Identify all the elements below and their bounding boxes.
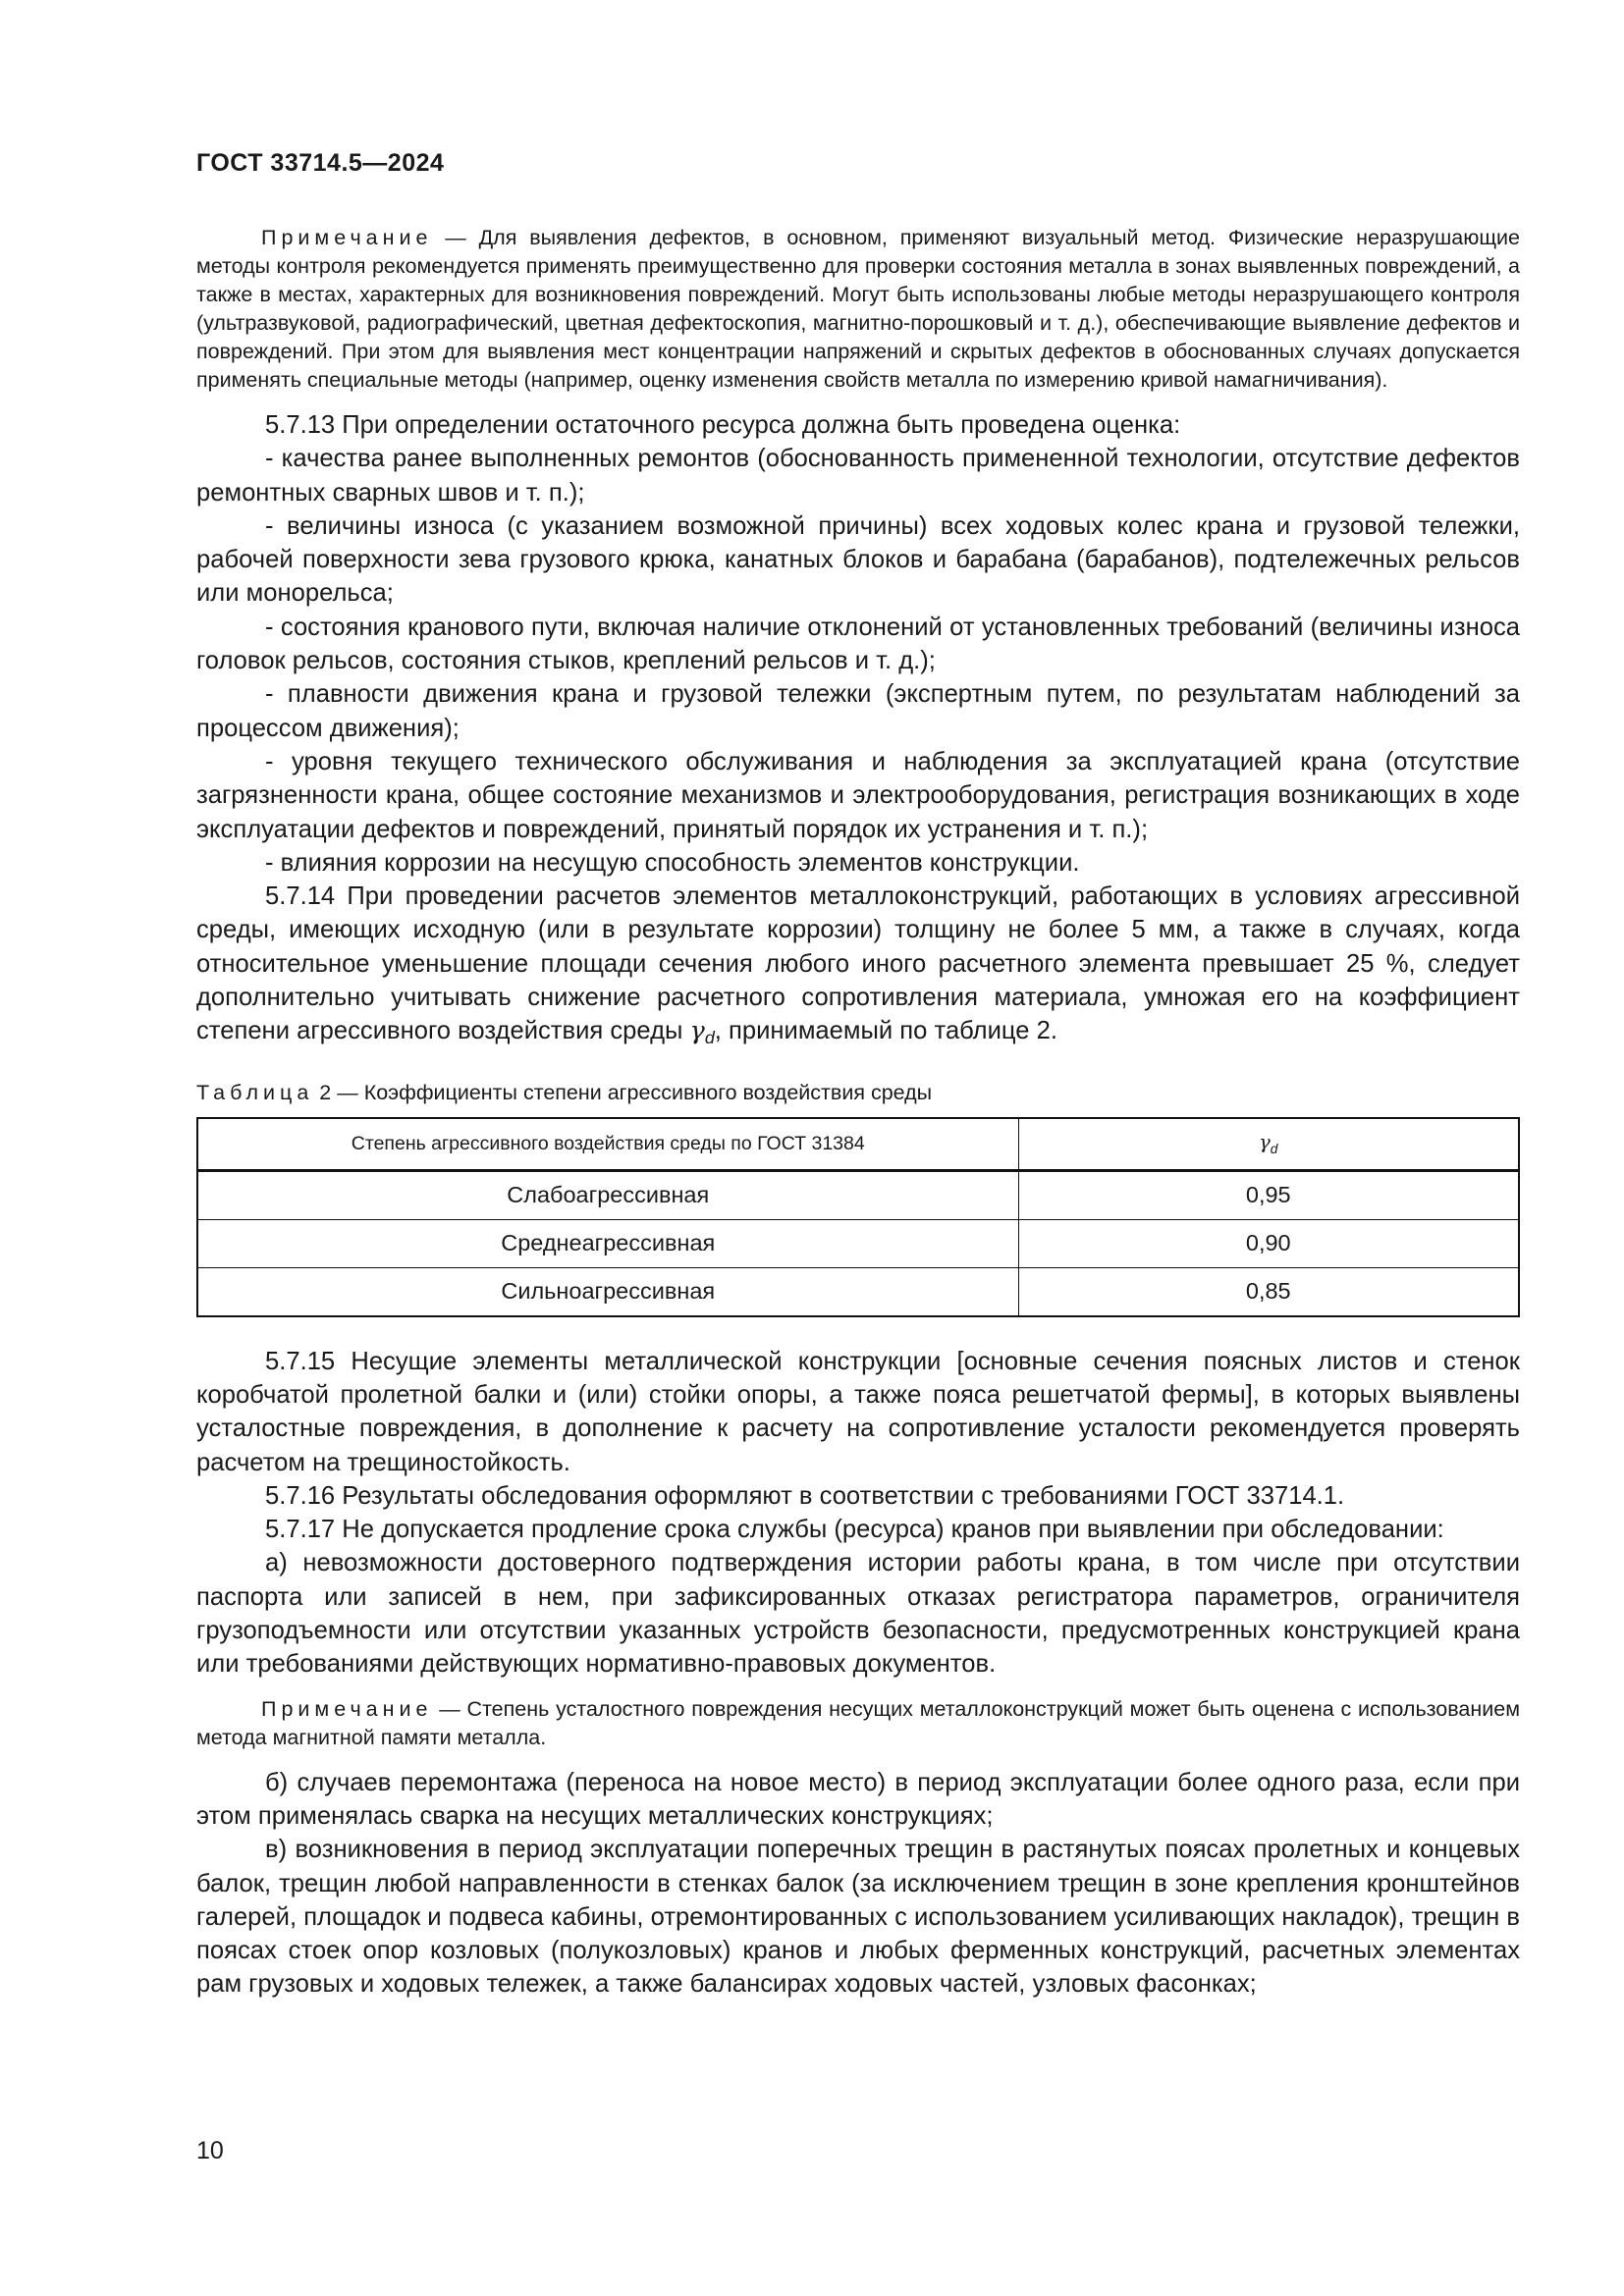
coefficient-cell: 0,95	[1018, 1170, 1519, 1219]
table-2-caption	[196, 1079, 1520, 1107]
document-header: ГОСТ 33714.5—2024	[196, 149, 445, 177]
coefficient-cell: 0,85	[1018, 1267, 1519, 1316]
clause-5-7-17-item-a: а) невозможности достоверного подтверждения истории работы крана, в том числе при отсутствии паспорта или записей в нем, при зафиксированных отказах регистратора параметров, ограничителя грузоподъемности или отсутствии указанных устройств безопасности, предусмотренных конструкцией крана или требованиями действующих нормативно-правовых документов.	[196, 1549, 1520, 1679]
note-label: Примечание	[261, 1696, 433, 1721]
clause-5-7-13-item-wear: - величины износа (с указанием возможной причины) всех ходовых колес крана и грузовой тележки, рабочей поверхности зева грузового крюка, канатных блоков и барабана (барабанов), подтележечных рельсов или монорельса;	[196, 511, 1520, 608]
clause-5-7-13-item-corrosion: - влияния коррозии на несущую способность элементов конструкции.	[265, 848, 1080, 877]
degree-cell: Слабоагрессивная	[197, 1170, 1018, 1219]
table-row	[197, 1219, 1519, 1267]
note-magnetic-memory	[196, 1695, 1520, 1752]
gamma-subscript: d	[704, 1028, 715, 1048]
clause-5-7-17-intro: 5.7.17 Не допускается продление срока службы (ресурса) кранов при выявлении при обследовании:	[265, 1516, 1444, 1544]
clause-5-7-13-item-maintenance: - уровня текущего технического обслуживания и наблюдения за эксплуатацией крана (отсутствие загрязненности крана, общее состояние механизмов и электрооборудования, регистрация возникающих в ходе эксплуатации дефектов и повреждений, принятый порядок их устранения и т. п.);	[196, 747, 1520, 843]
post-table-section	[196, 1345, 1520, 2002]
clause-5-7-13-intro: 5.7.13 При определении остаточного ресурса должна быть проведена оценка:	[265, 411, 1181, 439]
header-gamma-subscript: d	[1270, 1142, 1278, 1157]
degree-cell: Сильноагрессивная	[197, 1267, 1018, 1316]
note-nondestructive-methods	[196, 224, 1520, 395]
clause-5-7-17-item-b: б) случаев перемонтажа (переноса на новое место) в период эксплуатации более одного раза, если при этом применялась сварка на несущих металлических конструкциях;	[196, 1768, 1520, 1830]
clause-5-7-15: 5.7.15 Несущие элементы металлической конструкции [основные сечения поясных листов и стенок коробчатой пролетной балки и (или) стойки опоры, а также пояса решетчатой фермы], в которых выявлены усталостные повреждения, в дополнение к расчету на сопротивление усталости рекомендуется проверять расчетом на трещиностойкость.	[196, 1347, 1520, 1476]
clause-5-7-14	[196, 880, 1520, 1054]
header-gamma-coefficient	[1018, 1118, 1519, 1171]
note-text: — Для выявления дефектов, в основном, применяют визуальный метод. Физические неразрушающие методы контроля рекомендуется применять преимущественно для проверки состояния металла в зонах выявленных повреждений, а также в местах, характерных для возникновения повреждений. Могут быть использованы любые методы неразрушающего контроля (ультразвуковой, радиографический, цветная дефектоскопия, магнитно-порошковый и т. д.), обеспечивающие выявление дефектов и повреждений. При этом для выявления мест концентрации напряжений и скрытых дефектов в обоснованных случаях допускается применять специальные методы (например, оценку изменения свойств металла по измерению кривой намагничивания).	[196, 226, 1520, 392]
clause-5-7-16: 5.7.16 Результаты обследования оформляют в соответствии с требованиями ГОСТ 33714.1.	[265, 1481, 1345, 1510]
aggressiveness-table	[196, 1117, 1520, 1317]
clause-5-7-14-tail: , принимаемый по таблице 2.	[714, 1017, 1057, 1045]
degree-cell: Среднеагрессивная	[197, 1219, 1018, 1267]
clause-5-7-13-item-smoothness: - плавности движения крана и грузовой тележки (экспертным путем, по результатам наблюдений за процессом движения);	[196, 680, 1520, 742]
clause-5-7-14-text: 5.7.14 При проведении расчетов элементов металлоконструкций, работающих в условиях агрессивной среды, имеющих исходную (или в результате коррозии) толщину не более 5 мм, а также в случаях, когда относительное уменьшение площади сечения любого иного расчетного элемента превышает 25 %, следует дополнительно учитывать снижение расчетного сопротивления материала, умножая его на коэффициент степени агрессивного воздействия среды	[196, 882, 1520, 1045]
header-gamma-symbol: γ	[1259, 1131, 1271, 1154]
table-caption-text: 2 — Коэффициенты степени агрессивного воздействия среды	[313, 1080, 933, 1104]
note-text: — Степень усталостного повреждения несущих металлоконструкций может быть оценена с использованием метода магнитной памяти металла.	[196, 1696, 1520, 1749]
gamma-symbol: γ	[689, 1016, 705, 1046]
clause-5-7-13-item-crane-track: - состояния кранового пути, включая наличие отклонений от установленных требований (величины износа головок рельсов, состояния стыков, креплений рельсов и т. д.);	[196, 613, 1520, 675]
table-row	[197, 1267, 1519, 1316]
table-row	[197, 1170, 1519, 1219]
page-body	[196, 224, 1520, 2002]
table-header-row	[197, 1118, 1519, 1171]
clause-5-7-17-item-c: в) возникновения в период эксплуатации поперечных трещин в растянутых поясах пролетных и концевых балок, трещин любой направленности в стенках балок (за исключением трещин в зоне крепления кронштейнов галерей, площадок и подвеса кабины, отремонтированных с использованием усиливающих накладок), трещин в поясах стоек опор козловых (полукозловых) кранов и любых ферменных конструкций, расчетных элементах рам грузовых и ходовых тележек, а также балансирах ходовых частей, узловых фасонках;	[196, 1836, 1520, 1999]
table-caption-label: Таблица	[196, 1080, 314, 1104]
coefficient-cell: 0,90	[1018, 1219, 1519, 1267]
note-label: Примечание	[261, 226, 433, 249]
clause-5-7-13-item-repairs: - качества ранее выполненных ремонтов (обоснованность примененной технологии, отсутствие дефектов ремонтных сварных швов и т. п.);	[196, 445, 1520, 507]
header-aggressiveness-degree: Степень агрессивного воздействия среды по ГОСТ 31384	[197, 1118, 1018, 1171]
page-number: 10	[196, 2137, 224, 2164]
